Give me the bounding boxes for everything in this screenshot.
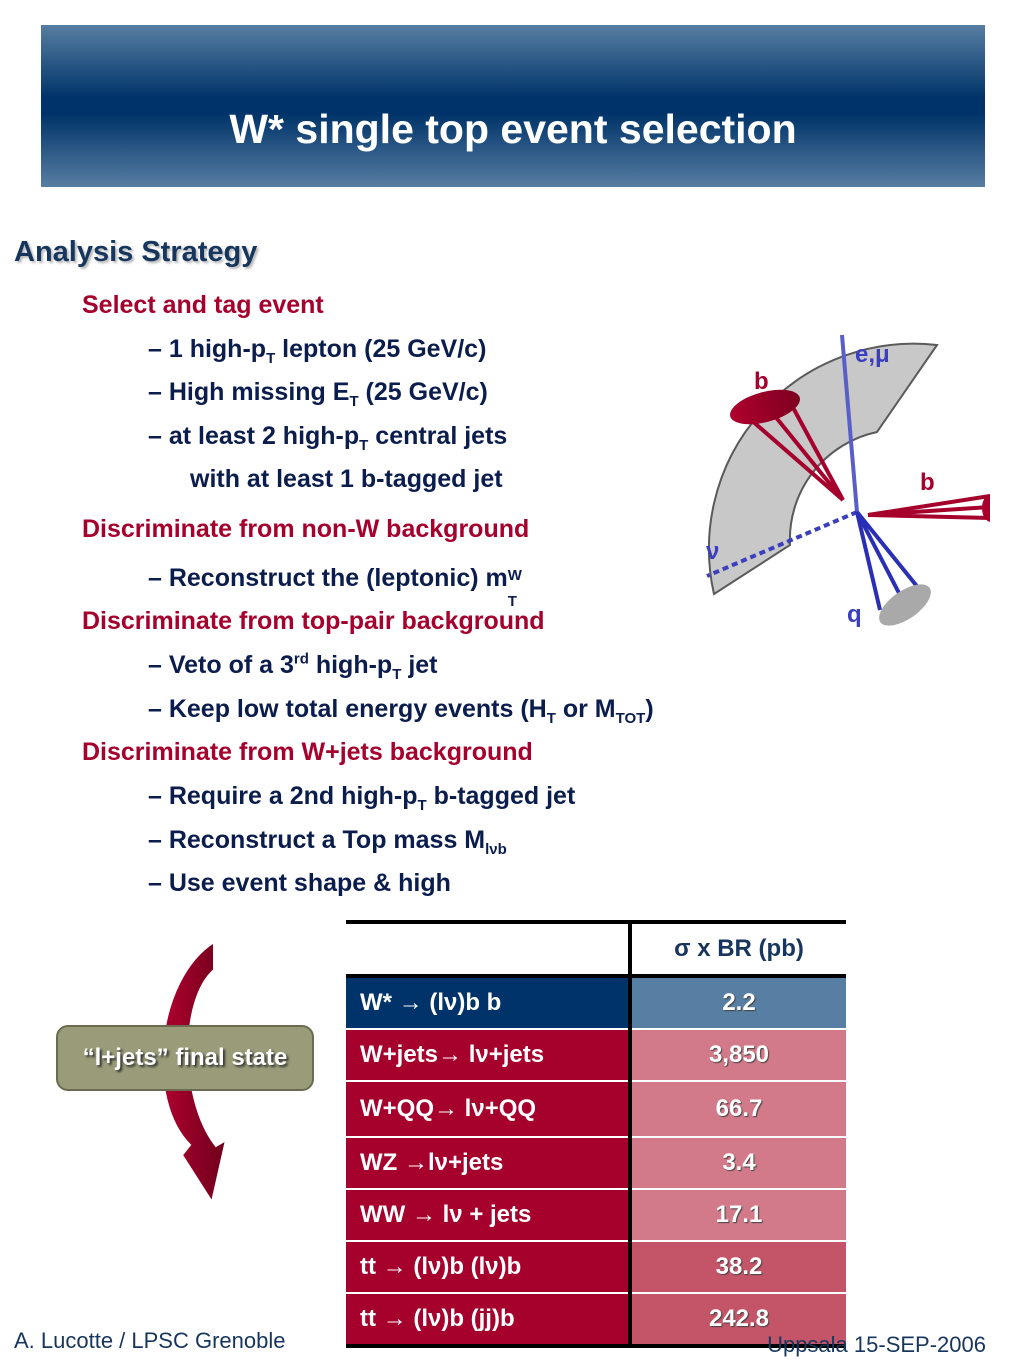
select-item-2: – High missing $E_T$ (25 GeV/c) xyxy=(148,378,488,410)
label-q: q xyxy=(847,601,862,628)
table-cell-value: 17.1 xyxy=(630,1189,846,1241)
footer-author: A. Lucotte / LPSC Grenoble xyxy=(14,1328,286,1353)
slide-title: W* single top event selection xyxy=(229,106,797,152)
table-row xyxy=(346,976,846,1029)
label-b2: b xyxy=(920,469,935,496)
table-row xyxy=(346,1081,846,1137)
table-cell-process: W+jets→ lν+jets xyxy=(346,1029,630,1081)
table-row xyxy=(346,1029,846,1081)
table-cell-value: 3,850 xyxy=(630,1029,846,1081)
table-cell-value: 3.4 xyxy=(630,1137,846,1189)
select-item-4: with at least 1 b-tagged jet xyxy=(190,465,503,493)
toppair-item-2: – Keep low total energy events ($H_T$ or $M_{TOT}$) xyxy=(148,695,654,727)
wjets-header: Discriminate from W+jets background xyxy=(82,738,533,766)
table-cell-process: W* → (lν)b b xyxy=(346,976,630,1029)
table-header-process xyxy=(346,922,630,976)
title-banner xyxy=(41,25,985,187)
table-cell-value: 242.8 xyxy=(630,1293,846,1346)
detector-sector xyxy=(709,344,937,594)
table-cell-process: tt → (lν)b (lν)b xyxy=(346,1241,630,1293)
table-cell-process: W+QQ→ lν+QQ xyxy=(346,1081,630,1137)
nonw-header: Discriminate from non-W background xyxy=(82,515,530,543)
table-cell-process: WW → lν + jets xyxy=(346,1189,630,1241)
table-cell-process: WZ →lν+jets xyxy=(346,1137,630,1189)
toppair-item-1: – Veto of a 3rd high-$p_T$ jet xyxy=(148,650,438,683)
select-item-1: – 1 high-$p_T$ lepton (25 GeV/c) xyxy=(148,335,487,367)
section-heading: Analysis Strategy xyxy=(14,236,258,268)
label-lepton: e,μ xyxy=(855,341,890,368)
table-cell-value: 38.2 xyxy=(630,1241,846,1293)
table-row xyxy=(346,1241,846,1293)
label-nu: ν xyxy=(706,538,720,565)
q-jet xyxy=(857,512,938,634)
footer-event: Uppsala 15-SEP-2006 xyxy=(767,1332,986,1357)
event-diagram xyxy=(650,300,990,640)
wjets-item-2: – Reconstruct a Top mass $M_{l\nu b}$ xyxy=(148,826,507,858)
table-header-value: σ x BR (pb) xyxy=(630,922,846,976)
label-b1: b xyxy=(754,368,769,395)
b-jet-2 xyxy=(868,494,990,522)
table-cell-value: 2.2 xyxy=(630,976,846,1029)
wjets-item-1: – Require a 2nd high-$p_T$ b-tagged jet xyxy=(148,782,576,814)
table-cell-value: 66.7 xyxy=(630,1081,846,1137)
table-row xyxy=(346,1137,846,1189)
toppair-header: Discriminate from top-pair background xyxy=(82,607,545,635)
select-item-3: – at least 2 high-$p_T$ central jets xyxy=(148,422,508,454)
select-header: Select and tag event xyxy=(82,291,324,319)
table-cell-process: tt → (lν)b (jj)b xyxy=(346,1293,630,1346)
nonw-item-1: – Reconstruct the (leptonic) m W T xyxy=(148,564,522,610)
final-state-label: “l+jets” final state xyxy=(56,1025,314,1091)
table-header-row xyxy=(346,922,846,976)
cross-section-table xyxy=(346,920,846,1348)
table-row xyxy=(346,1189,846,1241)
wjets-item-3: – Use event shape & high xyxy=(148,869,451,897)
